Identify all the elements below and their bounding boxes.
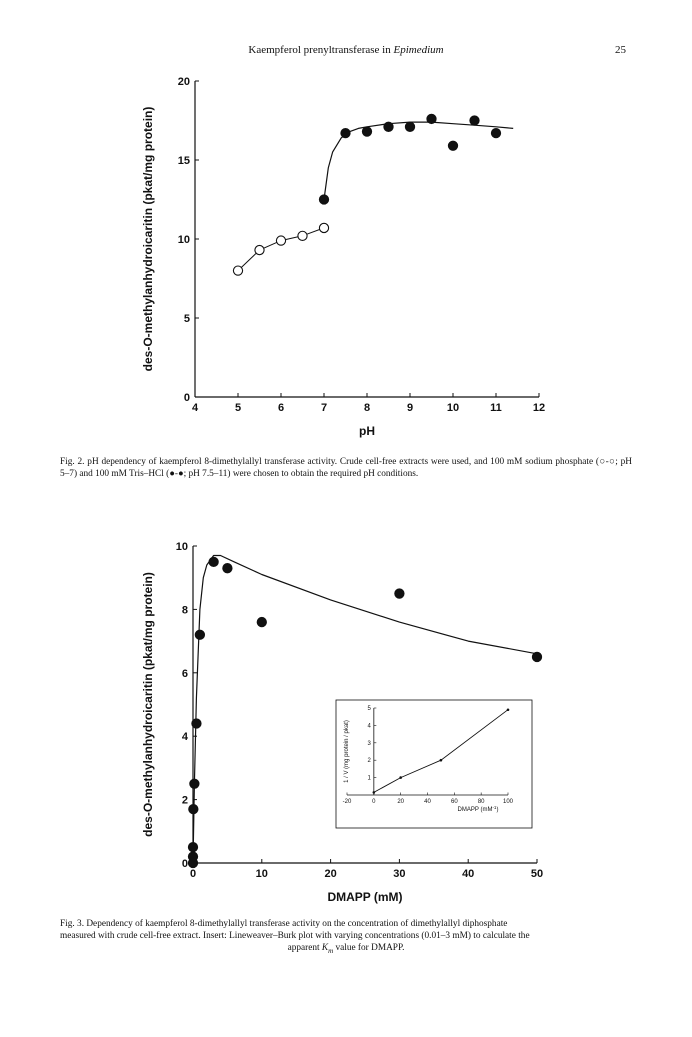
running-title — [0, 44, 692, 56]
fig3-x-tick-label: 40 — [462, 868, 475, 880]
fig3-x-axis-label: DMAPP (mM) — [327, 890, 403, 904]
fig3-filled-point — [192, 719, 201, 728]
fig2-x-tick-label: 12 — [532, 402, 546, 414]
fig2-x-tick-label: 8 — [363, 402, 371, 414]
running-title-genus: Epimedium — [393, 44, 444, 56]
fig2-y-tick-label: 0 — [183, 392, 190, 404]
fig2-open-point — [255, 245, 264, 254]
fig3-filled-point — [190, 779, 199, 788]
inset-x-label-close: ) — [496, 807, 499, 813]
fig3-filled-point — [195, 630, 204, 639]
caption-km-sub: m — [328, 946, 334, 955]
fig2-open-point — [298, 231, 307, 240]
fig2-y-tick-label: 20 — [177, 76, 190, 88]
fig2-filled-point — [470, 116, 479, 125]
inset-x-tick-label: -20 — [342, 799, 352, 805]
fig2-y-tick-label: 5 — [183, 313, 190, 325]
fig3-x-tick-label: 10 — [255, 868, 268, 880]
fig3-y-tick-label: 10 — [175, 541, 188, 553]
caption-km-k: K — [321, 943, 329, 953]
fig2-x-tick-label: 6 — [277, 402, 285, 414]
fig2-filled-point — [405, 122, 414, 131]
fig2-y-tick-label: 15 — [177, 155, 190, 167]
fig2-open-point — [233, 266, 242, 275]
fig2-x-tick-label: 10 — [446, 402, 460, 414]
fig2-filled-point — [362, 127, 371, 136]
running-head — [0, 40, 692, 60]
fig2-x-tick-label: 9 — [406, 402, 414, 414]
fig2-filled-point — [319, 195, 328, 204]
figure-2-caption: Fig. 2. pH dependency of kaempferol 8-dimethylallyl transferase activity. Crude cell-free extracts were used, and 100 mM sodium phosphate (○-○; pH 5–7) and 100 mM Tris–HCl (●-●; pH 7.5–11) were chosen to obtain the required pH conditions. — [60, 457, 632, 479]
fig2-open-point — [276, 236, 285, 245]
fig2-y-tick-label: 10 — [177, 234, 190, 246]
fig2-series-0-line — [238, 228, 324, 271]
lineweaver-burk-inset — [336, 700, 532, 828]
inset-y-tick-label: 2 — [367, 758, 371, 765]
fig2-filled-point — [341, 129, 350, 138]
fig3-x-tick-label: 50 — [530, 868, 544, 880]
caption-last-pre: apparent — [287, 943, 322, 953]
inset-y-tick-label: 5 — [367, 706, 371, 712]
fig2-x-tick-label: 7 — [320, 402, 328, 414]
fig2-filled-point — [384, 122, 393, 131]
inset-y-tick-label: 4 — [367, 723, 371, 730]
inset-x-label-main: DMAPP (mM — [457, 807, 493, 813]
inset-x-tick-label: 100 — [502, 799, 514, 805]
fig3-y-axis-label: des-O-methylanhydroicaritin (pkat/mg protein) — [141, 572, 155, 837]
fig2-y-axis-label: des-O-methylanhydroicaritin (pkat/mg protein) — [141, 106, 155, 372]
fig2-filled-point — [427, 114, 436, 123]
fig3-filled-point — [189, 805, 198, 814]
inset-x-tick-label: 20 — [397, 799, 405, 805]
inset-y-axis-label: 1 / V (mg protein / pkat) — [344, 720, 350, 783]
figure-3-caption-line-1: Fig. 3. Dependency of kaempferol 8-dimethylallyl transferase activity on the concentration of dimethylallyl diphosphate — [60, 919, 508, 929]
fig2-open-point — [319, 223, 328, 232]
inset-x-tick-label: 40 — [424, 799, 431, 805]
fig3-filled-point — [395, 589, 404, 598]
inset-x-axis-label — [458, 805, 499, 813]
caption-last-post: value for DMAPP. — [333, 943, 405, 953]
figure-3-caption — [60, 918, 632, 957]
fig3-x-tick-label: 20 — [324, 868, 337, 880]
running-title-text: Kaempferol prenyltransferase in — [248, 44, 394, 56]
fig2-fit-curve — [324, 122, 513, 199]
fig3-x-tick-label: 30 — [393, 868, 406, 880]
inset-point — [507, 708, 510, 711]
fig3-filled-point — [188, 843, 197, 852]
fig2-x-tick-label: 11 — [490, 402, 502, 414]
inset-y-tick-label: 1 — [367, 775, 371, 782]
fig3-y-tick-label: 6 — [181, 667, 188, 680]
fig3-y-tick-label: 4 — [181, 731, 188, 744]
inset-x-tick-label: 80 — [477, 799, 485, 805]
inset-x-tick-label: 0 — [372, 799, 376, 805]
page-number: 25 — [615, 44, 626, 56]
fig3-filled-point — [188, 852, 197, 861]
fig2-x-axis-label: pH — [359, 424, 375, 438]
fig3-filled-point — [532, 652, 541, 661]
fig3-filled-point — [223, 564, 232, 573]
fig2-x-tick-label: 4 — [191, 402, 199, 414]
fig2-x-tick-label: 5 — [234, 402, 242, 414]
fig3-y-tick-label: 2 — [181, 794, 188, 807]
fig3-y-tick-label: 0 — [181, 858, 188, 870]
inset-y-tick-label: 3 — [367, 740, 371, 747]
fig2-points — [233, 114, 500, 275]
fig3-filled-point — [209, 557, 218, 566]
figure-3-dmapp-chart — [0, 530, 692, 915]
fig3-filled-point — [257, 617, 266, 626]
fig2-filled-point — [448, 141, 457, 150]
fig2-filled-point — [491, 129, 500, 138]
inset-frame — [336, 700, 532, 828]
inset-point — [440, 759, 443, 762]
fig3-x-tick-label: 0 — [189, 868, 197, 880]
inset-x-tick-label: 60 — [450, 799, 458, 805]
inset-x-label-sup: -1 — [492, 805, 497, 810]
figure-3-caption-line-2: measured with crude cell-free extract. Insert: Lineweaver–Burk plot with varying concentrations (0.01–3 mM) to calculate the — [60, 931, 530, 941]
figure-2-ph-chart — [0, 70, 692, 450]
fig2-curves — [238, 122, 513, 271]
inset-point — [373, 791, 376, 794]
figure-3-caption-line-3 — [60, 942, 632, 957]
fig3-y-tick-label: 8 — [181, 604, 188, 617]
inset-point — [399, 776, 402, 779]
